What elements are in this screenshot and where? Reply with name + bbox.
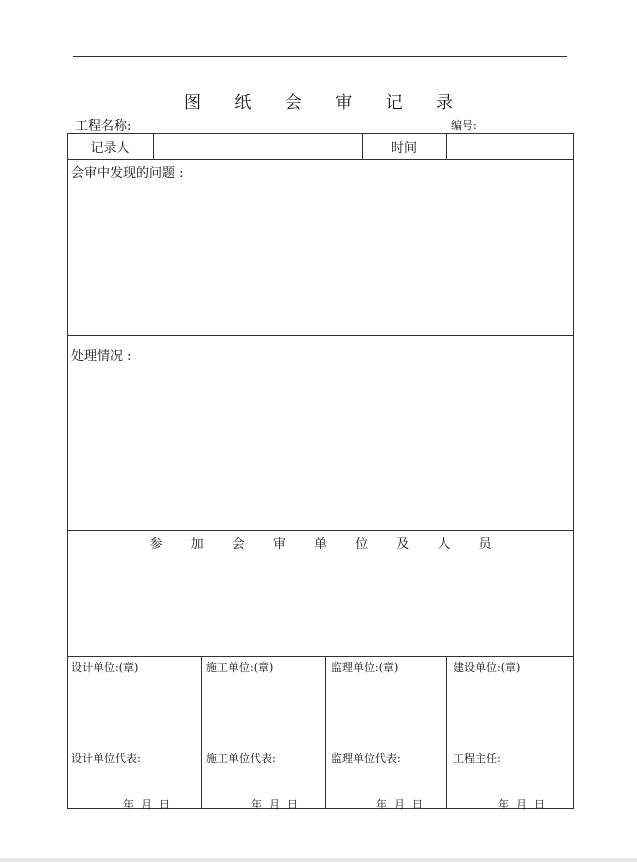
row-divider-header — [67, 159, 574, 160]
design-rep-label: 设计单位代表: — [71, 752, 141, 765]
supervision-date-label: 年 月 日 — [376, 798, 423, 811]
owner-unit-label: 建设单位:(章) — [453, 661, 521, 674]
supervision-rep-label: 监理单位代表: — [331, 752, 401, 765]
construction-date-label: 年 月 日 — [251, 798, 298, 811]
signature-divider-1 — [201, 656, 202, 809]
time-value[interactable] — [448, 135, 572, 157]
recorder-value[interactable] — [155, 135, 360, 157]
supervision-unit-label: 监理单位:(章) — [331, 661, 399, 674]
time-label: 时间 — [390, 141, 417, 156]
header-divider-3 — [446, 133, 447, 159]
number-label: 编号: — [451, 119, 477, 132]
header-divider-1 — [153, 133, 154, 159]
top-rule — [73, 56, 567, 57]
project-director-label: 工程主任: — [453, 752, 501, 765]
participants-area[interactable] — [69, 553, 572, 653]
signature-divider-3 — [446, 656, 447, 809]
design-date-label: 年 月 日 — [123, 798, 170, 811]
row-divider-handling — [67, 530, 574, 531]
page-bottom-edge — [0, 858, 637, 862]
document-title: 图 纸 会 审 记 录 — [183, 93, 468, 113]
handling-area[interactable] — [69, 364, 572, 527]
issues-area[interactable] — [69, 180, 572, 332]
owner-date-label: 年 月 日 — [498, 798, 545, 811]
design-unit-label: 设计单位:(章) — [71, 661, 139, 674]
construction-rep-label: 施工单位代表: — [206, 752, 276, 765]
construction-unit-label: 施工单位:(章) — [206, 661, 274, 674]
row-divider-issues — [67, 335, 574, 336]
project-name-label: 工程名称: — [75, 119, 132, 134]
signature-divider-2 — [325, 656, 326, 809]
recorder-label: 记录人 — [90, 141, 130, 156]
handling-label: 处理情况 : — [71, 349, 132, 364]
participants-label: 参 加 会 审 单 位 及 人 员 — [149, 537, 504, 552]
issues-label: 会审中发现的问题 : — [71, 166, 184, 181]
row-divider-participants — [67, 656, 574, 657]
